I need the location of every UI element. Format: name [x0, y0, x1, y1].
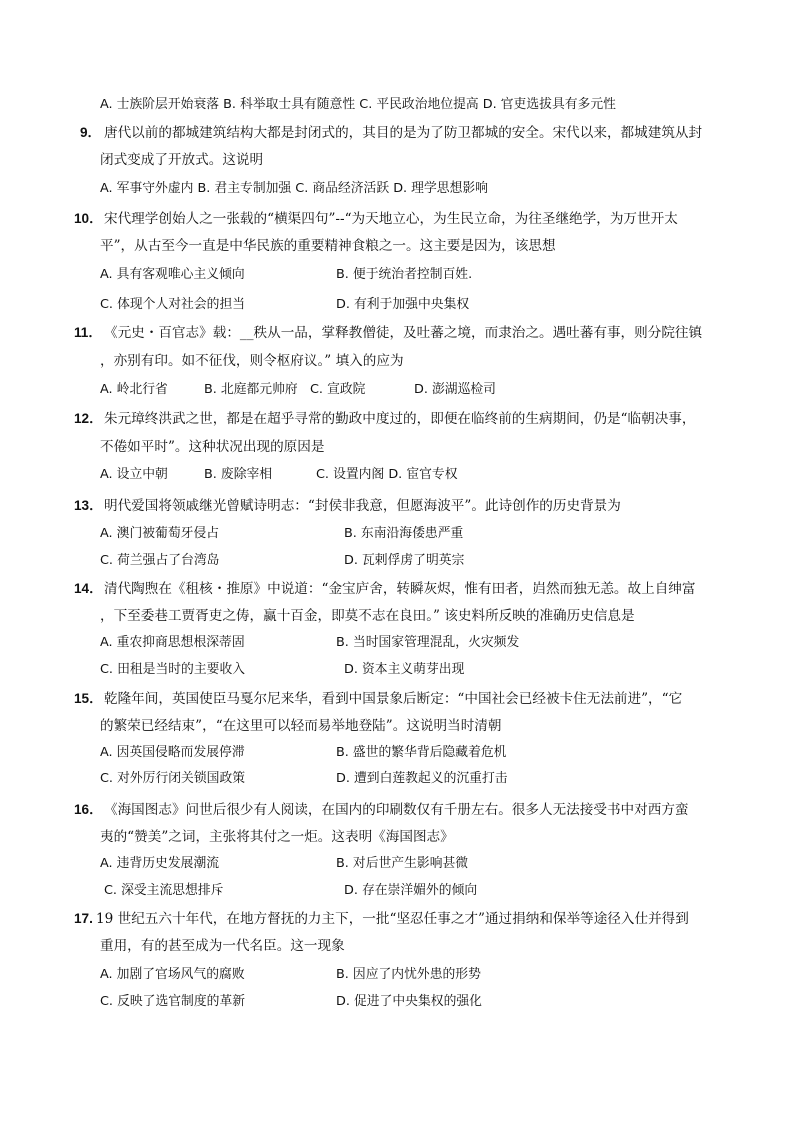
q13-option-c: C. 荷兰强占了台湾岛 — [100, 553, 220, 568]
q14-number: 14． — [74, 581, 103, 596]
q13-stem: 明代爱国将领戚继光曾赋诗明志：“封侯非我意，但愿海波平”。此诗创作的历史背景为 — [104, 498, 621, 514]
q9-stem-line1: 唐代以前的都城建筑结构大都是封闭式的，其目的是为了防卫都城的安全。宋代以来，都城建筑从封 — [104, 125, 703, 141]
q12-number: 12． — [74, 411, 103, 426]
q13-option-a: A. 澳门被葡萄牙侵占 — [100, 526, 220, 541]
q13-option-b: B. 东南沿海倭患严重 — [344, 526, 464, 541]
q15-option-b: B. 盛世的繁华背后隐藏着危机 — [336, 745, 507, 760]
q14-stem-line1: 清代陶煦在《租核・推原》中说道：“金宝庐舍，转瞬灰烬，惟有田者，岿然而独无恙。故上自绅富 — [104, 581, 696, 597]
q9-number: 9． — [80, 125, 102, 140]
q16-option-d: D. 存在崇洋媚外的倾向 — [344, 883, 478, 898]
q17-stem-line2: 重用，有的甚至成为一代名臣。这一现象 — [100, 938, 345, 954]
q16-number: 16． — [74, 802, 103, 817]
q9-stem-line2: 闭式变成了开放式。这说明 — [100, 152, 264, 168]
q15-option-a: A. 因英国侵略而发展停滞 — [100, 745, 245, 760]
q14-stem-line2: ，下至委巷工贾胥吏之俦，赢十百金，即莫不志在良田。” 该史料所反映的准确历史信息是 — [100, 608, 635, 624]
q11-option-b: B. 北庭都元帅府 — [204, 382, 298, 397]
q11-option-c: C. 宣政院 — [310, 382, 366, 397]
q17-option-c: C. 反映了选官制度的革新 — [100, 994, 246, 1009]
q15-number: 15． — [74, 691, 103, 706]
q15-option-c: C. 对外厉行闭关锁国政策 — [100, 771, 246, 786]
q11-option-a: A. 岭北行省 — [100, 382, 168, 397]
q12-option-b: B. 废除宰相 — [204, 467, 273, 482]
q17-option-b: B. 因应了内忧外患的形势 — [336, 967, 481, 982]
q11-number: 11． — [74, 325, 102, 340]
q13-option-d: D. 瓦剌俘虏了明英宗 — [344, 553, 465, 568]
q10-stem-line2: 平”，从古至今一直是中华民族的重要精神食粮之一。这主要是因为，该思想 — [100, 238, 556, 254]
q11-stem-line2: ，亦别有印。如不征伐，则令枢府议。” 填入的应为 — [100, 353, 404, 369]
q12-stem-line2: 不倦如平时”。这种状况出现的原因是 — [100, 439, 325, 455]
q10-option-b: B. 便于统治者控制百姓. — [336, 267, 473, 282]
q9-options: A. 军事守外虚内 B. 君主专制加强 C. 商品经济活跃 D. 理学思想影响 — [100, 181, 488, 196]
q13-number: 13． — [74, 498, 103, 513]
q14-option-a: A. 重农抑商思想根深蒂固 — [100, 635, 245, 650]
q12-option-cd: C. 设置内阁 D. 宦官专权 — [316, 467, 458, 482]
q8-options: A. 士族阶层开始衰落 B. 科举取士具有随意性 C. 平民政治地位提高 D. 官吏选拔具有多元性 — [100, 97, 616, 112]
q14-option-c: C. 田租是当时的主要收入 — [100, 662, 246, 677]
q10-stem-line1: 宋代理学创始人之一张载的“横渠四句”--“为天地立心，为生民立命，为往圣继绝学，为万世开太 — [104, 211, 678, 227]
q16-option-a: A. 违背历史发展潮流 — [100, 856, 220, 871]
q12-stem-line1: 朱元璋终洪武之世，都是在超乎寻常的勤政中度过的，即便在临终前的生病期间，仍是“临朝决事， — [104, 411, 696, 427]
q16-option-c: C. 深受主流思想排斥 — [104, 883, 224, 898]
q15-option-d: D. 遭到白莲教起义的沉重打击 — [336, 771, 508, 786]
q15-stem-line1: 乾隆年间，英国使臣马戛尔尼来华，看到中国景象后断定：“中国社会已经被卡住无法前进”，“它 — [104, 691, 683, 707]
q10-option-d: D. 有利于加强中央集权 — [336, 297, 470, 312]
q14-option-b: B. 当时国家管理混乱，火灾频发 — [336, 635, 520, 650]
q12-option-a: A. 设立中朝 — [100, 467, 168, 482]
q10-option-a: A. 具有客观唯心主义倾向 — [100, 267, 245, 282]
q16-stem-line1: 《海国图志》问世后很少有人阅读，在国内的印刷数仅有千册左右。很多人无法接受书中对西方蛮 — [104, 802, 689, 818]
q10-option-c: C. 体现个人对社会的担当 — [100, 297, 246, 312]
q14-option-d: D. 资本主义萌芽出现 — [344, 662, 465, 677]
q17-stem-line1: 19 世纪五六十年代，在地方督抚的力主下，一批“坚忍任事之才”通过捐纳和保举等途径入仕并得到 — [96, 911, 689, 927]
q16-option-b: B. 对后世产生影响甚微 — [336, 856, 469, 871]
q11-option-d: D. 澎湖巡检司 — [414, 382, 496, 397]
q15-stem-line2: 的繁荣已经结束”，“在这里可以轻而易举地登陆”。这说明当时清朝 — [100, 718, 502, 734]
q17-option-a: A. 加剧了官场风气的腐败 — [100, 967, 245, 982]
q10-number: 10． — [74, 211, 103, 226]
q17-option-d: D. 促进了中央集权的强化 — [336, 994, 482, 1009]
q11-stem-line1: 《元史・百官志》载：__秩从一品，掌释教僧徒，及吐蕃之境，而隶治之。遇吐蕃有事，则分院往镇 — [104, 325, 703, 341]
q17-number: 17. — [74, 911, 93, 926]
q16-stem-line2: 夷的“赞美”之词，主张将其付之一炬。这表明《海国图志》 — [100, 829, 454, 845]
